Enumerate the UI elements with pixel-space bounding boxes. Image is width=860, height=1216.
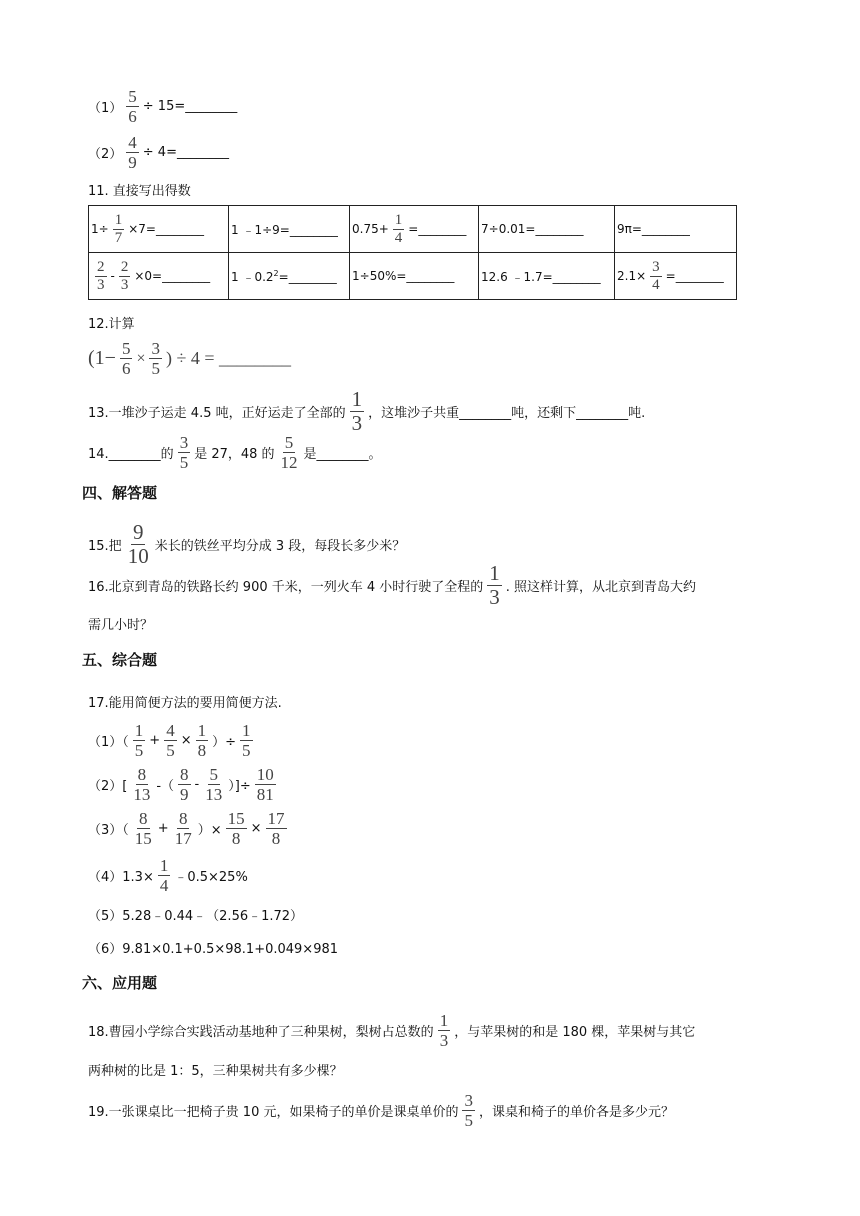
q18 xyxy=(88,1012,695,1049)
denominator: 13 xyxy=(133,785,151,804)
numerator: 3 xyxy=(652,258,660,275)
numerator: 5 xyxy=(121,339,131,358)
operator: ）]÷ xyxy=(228,779,251,794)
table-cell: 7÷0.01=________ xyxy=(479,206,615,253)
operator: - xyxy=(194,777,200,792)
q19 xyxy=(88,1092,674,1129)
numerator: 4 xyxy=(128,133,137,152)
fraction xyxy=(126,88,139,125)
q18-line-2: 两种树的比是 1：5，三种果树共有多少棵？ xyxy=(88,1064,343,1079)
numerator: 1 xyxy=(134,721,144,740)
numerator: 8 xyxy=(139,809,148,828)
cell-text: 1 ﹣0.2 xyxy=(231,269,274,284)
question-text: ，这堆沙子共重________吨，还剩下________吨. xyxy=(368,406,646,421)
fraction xyxy=(113,213,125,246)
q10-part-1-label: （1） xyxy=(88,101,123,116)
part-text: ﹣0.5×25% xyxy=(174,870,248,885)
numerator: 3 xyxy=(151,339,160,358)
denominator: 9 xyxy=(180,785,189,804)
q15 xyxy=(88,522,405,567)
question-text: 19.一张课桌比一把椅子贵 10 元，如果椅子的单价是课桌单价的 xyxy=(88,1105,459,1120)
question-text: 是 27，48 的 xyxy=(194,447,275,462)
fraction xyxy=(266,810,287,847)
denominator: 3 xyxy=(351,411,363,435)
denominator: 17 xyxy=(174,829,192,848)
numerator: 15 xyxy=(227,809,245,828)
denominator: 81 xyxy=(256,785,274,804)
fraction xyxy=(650,260,662,293)
cell-text: - xyxy=(110,269,115,283)
numerator: 10 xyxy=(256,765,274,784)
denominator: 15 xyxy=(134,829,152,848)
fraction xyxy=(133,810,154,847)
fraction xyxy=(95,260,107,293)
operator: + xyxy=(157,821,169,836)
q17-part-3 xyxy=(88,810,291,847)
fraction xyxy=(158,857,171,894)
q10-part-1 xyxy=(88,88,237,125)
q16-line-2: 需几小时？ xyxy=(88,618,154,633)
denominator: 7 xyxy=(114,229,123,246)
numerator: 8 xyxy=(180,765,189,784)
numerator: 1 xyxy=(439,1011,449,1030)
table-cell xyxy=(615,253,737,300)
fraction xyxy=(393,213,405,246)
denominator: 5 xyxy=(464,1111,473,1130)
denominator: 5 xyxy=(179,453,189,472)
numerator: 1 xyxy=(351,387,363,411)
numerator: 5 xyxy=(284,433,294,452)
question-text: ，课桌和椅子的单价各是多少元？ xyxy=(478,1105,674,1120)
table-row xyxy=(89,206,737,253)
denominator: 8 xyxy=(231,829,241,848)
numerator: 17 xyxy=(267,809,285,828)
denominator: 8 xyxy=(271,829,281,848)
denominator: 5 xyxy=(242,741,251,760)
q17-title: 17.能用简便方法的要用简便方法. xyxy=(88,696,282,711)
section-heading-4: 四、解答题 xyxy=(82,484,158,502)
question-text: 16.北京到青岛的铁路长约 900 千米，一列火车 4 小时行驶了全程的 xyxy=(88,580,484,595)
fraction xyxy=(203,766,224,803)
numerator: 9 xyxy=(132,520,144,544)
numerator: 4 xyxy=(166,721,175,740)
operator: ）× xyxy=(197,823,222,838)
fraction xyxy=(119,260,131,293)
part-label: （2）[ xyxy=(88,779,128,794)
denominator: 4 xyxy=(394,229,403,246)
denominator: 4 xyxy=(159,876,169,895)
expression-part: ) ÷ 4 = ________ xyxy=(165,348,292,368)
denominator: 12 xyxy=(280,453,298,472)
numerator: 1 xyxy=(242,721,251,740)
numerator: 1 xyxy=(489,561,500,585)
denominator: 3 xyxy=(489,585,500,609)
q17-part-6: （6）9.81×0.1+0.5×98.1+0.049×981 xyxy=(88,942,339,957)
part-label: （3）（ xyxy=(88,823,129,838)
q11-title: 11. 直接写出得数 xyxy=(88,184,191,199)
table-cell xyxy=(350,206,479,253)
table-cell: 1÷50%=________ xyxy=(350,253,479,300)
numerator: 3 xyxy=(179,433,189,452)
part-text: （4）1.3× xyxy=(88,870,154,885)
cell-text: ×0=________ xyxy=(134,269,211,283)
table-cell xyxy=(229,253,350,300)
fraction xyxy=(120,340,133,377)
expression-part: (1− xyxy=(88,347,116,369)
question-text: 15.把 xyxy=(88,539,122,554)
fraction xyxy=(173,810,194,847)
cell-text: =________ xyxy=(278,269,337,284)
numerator: 8 xyxy=(137,765,147,784)
numerator: 1 xyxy=(159,856,169,875)
q13 xyxy=(88,389,645,434)
denominator: 3 xyxy=(439,1031,449,1050)
operator: × xyxy=(180,733,192,748)
q12-title: 12.计算 xyxy=(88,317,135,332)
q10-part-1-expression: ÷ 15=________ xyxy=(142,99,238,114)
question-text: 14.________的 xyxy=(88,447,174,462)
numerator: 8 xyxy=(178,809,188,828)
q17-part-4 xyxy=(88,857,248,894)
denominator: 5 xyxy=(151,359,160,378)
denominator: 6 xyxy=(128,107,137,126)
numerator: 3 xyxy=(464,1091,473,1110)
question-text: 18.曹园小学综合实践活动基地种了三种果树，梨树占总数的 xyxy=(88,1025,434,1040)
denominator: 5 xyxy=(134,741,144,760)
question-text: ，与苹果树的和是 180 棵，苹果树与其它 xyxy=(454,1025,696,1040)
denominator: 4 xyxy=(652,276,660,293)
denominator: 6 xyxy=(121,359,131,378)
operator: ）÷ xyxy=(212,735,236,750)
numerator: 2 xyxy=(97,258,105,275)
question-text: 米长的铁丝平均分成 3 段，每段长多少米？ xyxy=(154,539,406,554)
table-cell: 9π=________ xyxy=(615,206,737,253)
numerator: 1 xyxy=(114,211,123,228)
numerator: 1 xyxy=(394,211,403,228)
section-heading-5: 五、综合题 xyxy=(82,651,158,669)
cell-text: 2.1× xyxy=(617,269,647,283)
table-cell: 1 ﹣1÷9=________ xyxy=(229,206,350,253)
fraction xyxy=(149,340,162,377)
numerator: 1 xyxy=(197,721,207,740)
numerator: 5 xyxy=(128,87,137,106)
fraction xyxy=(178,434,191,471)
times-sign: × xyxy=(136,349,146,367)
fraction xyxy=(462,1092,475,1129)
cell-text: =________ xyxy=(408,222,467,236)
exponent: 2 xyxy=(273,268,279,278)
fraction xyxy=(279,434,300,471)
table-cell xyxy=(89,253,229,300)
fraction xyxy=(487,563,502,608)
q17-part-5: （5）5.28﹣0.44﹣（2.56﹣1.72） xyxy=(88,909,304,924)
cell-text: 0.75+ xyxy=(352,222,389,236)
section-heading-6: 六、应用题 xyxy=(82,974,158,992)
part-label: （1）（ xyxy=(88,735,129,750)
q17-part-2 xyxy=(88,766,280,803)
fraction xyxy=(164,722,177,759)
operator: -（ xyxy=(156,779,175,794)
fraction xyxy=(178,766,191,803)
cell-text: 1÷ xyxy=(91,222,109,236)
denominator: 8 xyxy=(197,741,207,760)
table-row xyxy=(89,253,737,300)
question-text: 是________。 xyxy=(303,447,382,462)
fraction xyxy=(438,1012,451,1049)
q10-part-2-expression: ÷ 4=________ xyxy=(142,145,229,160)
numerator: 2 xyxy=(120,258,129,275)
operator: × xyxy=(250,821,262,836)
numerator: 5 xyxy=(209,765,218,784)
fraction xyxy=(131,766,152,803)
operator: + xyxy=(149,733,161,748)
q10-part-2-label: （2） xyxy=(88,147,123,162)
q14 xyxy=(88,434,382,471)
fraction xyxy=(350,389,365,434)
q16 xyxy=(88,563,696,608)
question-text: 13.一堆沙子运走 4.5 吨，正好运走了全部的 xyxy=(88,406,346,421)
q10-part-2 xyxy=(88,134,229,171)
denominator: 3 xyxy=(97,276,105,293)
denominator: 5 xyxy=(166,741,175,760)
cell-text: ×7=________ xyxy=(128,222,204,236)
denominator: 9 xyxy=(128,153,137,172)
question-text: . 照这样计算，从北京到青岛大约 xyxy=(505,580,697,595)
denominator: 13 xyxy=(205,785,223,804)
q11-calculation-table xyxy=(88,205,737,300)
fraction xyxy=(133,722,146,759)
table-cell xyxy=(89,206,229,253)
q12-expression xyxy=(88,340,291,377)
cell-text: =________ xyxy=(665,269,724,283)
denominator: 3 xyxy=(120,276,129,293)
denominator: 10 xyxy=(127,544,149,568)
fraction xyxy=(126,522,151,567)
table-cell: 12.6 ﹣1.7=________ xyxy=(479,253,615,300)
fraction xyxy=(126,134,139,171)
fraction xyxy=(226,810,247,847)
fraction xyxy=(255,766,276,803)
q17-part-1 xyxy=(88,722,257,759)
fraction xyxy=(196,722,209,759)
fraction xyxy=(240,722,253,759)
